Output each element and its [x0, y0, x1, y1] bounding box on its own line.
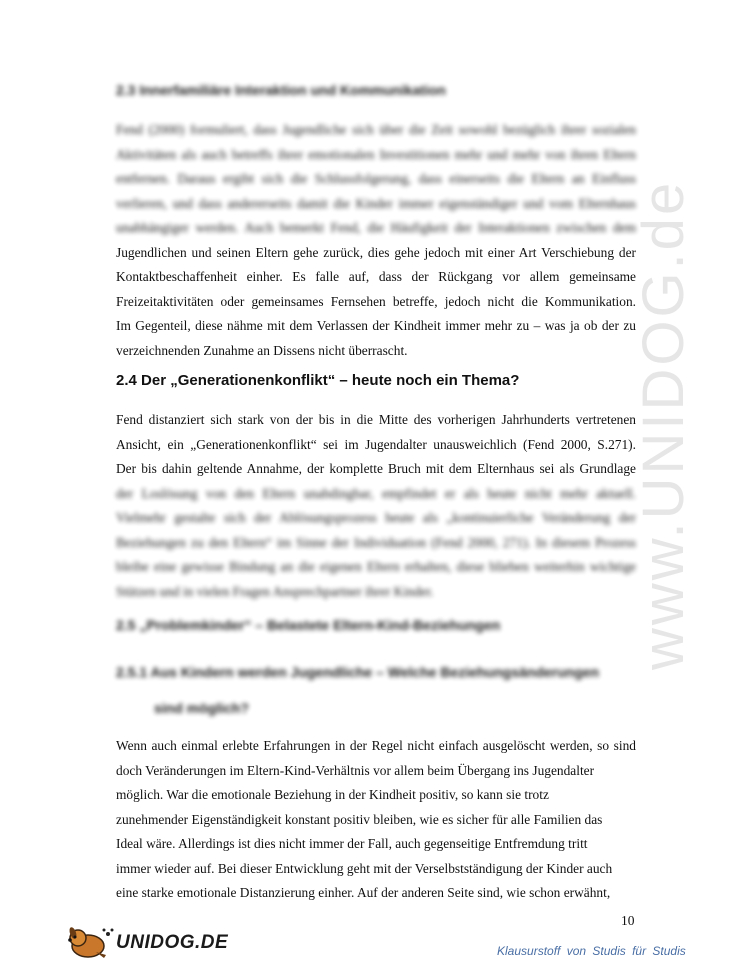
- text-line: doch Veränderungen im Eltern-Kind-Verhältnis vor allem beim Übergang ins Jugendalter: [116, 762, 595, 778]
- text-line: Ideal wäre. Allerdings ist dies nicht immer der Fall, auch gegenseitige Entfremdung tritt: [116, 836, 588, 851]
- text-line: Freizeitaktivitäten oder gemeinsames Fernsehen betreffe, jedoch nicht die Kommunikation.: [116, 293, 636, 309]
- paragraph-interaction: [116, 118, 636, 363]
- text-line: Stützen und in vielen Fragen Ansprechpartner ihrer Kinder.: [116, 583, 434, 599]
- text-line: Fend (2000) formuliert, dass Jugendliche sich über die Zeit sowohl bezüglich ihrer sozialen: [116, 122, 636, 137]
- watermark: www.UNIDOG.de: [631, 179, 696, 670]
- section-heading-2-4: 2.4 Der „Generationenkonflikt“ – heute noch ein Thema?: [116, 372, 520, 389]
- footer-slogan: Klausurstoff von Studis für Studis: [497, 944, 686, 958]
- text-line: Ansicht, ein „Generationenkonflikt“ sei im Jugendalter unausweichlich (Fend 2000, S.271).: [116, 436, 636, 452]
- text-line: bleibe eine gewisse Bindung an die eigenen Eltern erhalten, diese blieben weiterhin wichtige: [116, 559, 636, 574]
- page-number: 10: [621, 913, 635, 928]
- paragraph-beziehungsaenderungen: [116, 734, 636, 906]
- text-line: Fend distanziert sich stark von der bis in die Mitte des vorherigen Jahrhunderts vertretenen: [116, 412, 636, 427]
- section-heading-2-3: 2.3 Innerfamiliäre Interaktion und Kommunikation: [116, 82, 446, 98]
- section-heading-2-5-1-continued: sind möglich?: [154, 700, 249, 716]
- text-line: Beziehungen zu den Eltern“ im Sinne der Individuation (Fend 2000, 271). In diesem Prozess: [116, 534, 636, 550]
- text-line: Aktivitäten als auch betreffs ihrer emotionalen Investitionen mehr und mehr von ihren Eltern: [116, 146, 636, 162]
- text-line: Der bis dahin geltende Annahme, der komplette Bruch mit dem Elternhaus sei als Grundlage: [116, 461, 636, 476]
- logo-text: UNIDOG.DE: [116, 932, 229, 953]
- text-line: Im Gegenteil, diese nähme mit dem Verlassen der Kindheit immer mehr zu – was ja ob der zu: [116, 318, 636, 333]
- text-line: der Loslösung von den Eltern unabdingbar, empfindet er als heute nicht mehr aktuell.: [116, 485, 636, 501]
- text-line: Vielmehr gestalte sich der Ablösungsprozess heute als „kontinuierliche Veränderung der: [116, 510, 636, 525]
- paragraph-generationenkonflikt: [116, 408, 636, 604]
- dog-mascot-icon: [66, 922, 114, 962]
- text-line: entfernen. Daraus ergibt sich die Schlussfolgerung, dass einerseits die Eltern an Einfluss: [116, 171, 636, 186]
- text-line: verzeichnenden Zunahme an Dissens nicht überrascht.: [116, 342, 408, 358]
- text-line: Wenn auch einmal erlebte Erfahrungen in der Regel nicht einfach ausgelöscht werden, so sind: [116, 738, 636, 753]
- text-line: Jugendlichen und seinen Eltern gehe zurück, dies gehe jedoch mit einer Art Verschiebung der: [116, 244, 636, 260]
- text-line: immer wieder auf. Bei dieser Entwicklung geht mit der Verselbstständigung der Kinder auch: [116, 860, 613, 876]
- section-heading-2-5: 2.5 „Problemkinder“ – Belastete Eltern-Kind-Beziehungen: [116, 617, 501, 633]
- section-heading-2-5-1: 2.5.1 Aus Kindern werden Jugendliche – Welche Beziehungsänderungen: [116, 664, 600, 680]
- text-line: verlieren, und dass andererseits damit die Kinder immer eigenständiger und vom Elternhaus: [116, 195, 636, 211]
- text-line: zunehmender Eigenständigkeit konstant positiv bleiben, wie es sicher für alle Familien das: [116, 811, 603, 827]
- text-line: eine starke emotionale Distanzierung einher. Auf der anderen Seite sind, wie schon erwähnt,: [116, 885, 611, 900]
- unidog-logo: [66, 922, 229, 962]
- text-line: Kontaktbeschaffenheit einher. Es falle auf, dass der Rückgang vor allem gemeinsame: [116, 269, 636, 284]
- text-line: möglich. War die emotionale Beziehung in der Kindheit positiv, so kann sie trotz: [116, 787, 549, 802]
- text-line: unabhängiger werden. Auch bemerkt Fend, die Häufigkeit der Interaktionen zwischen dem: [116, 220, 636, 235]
